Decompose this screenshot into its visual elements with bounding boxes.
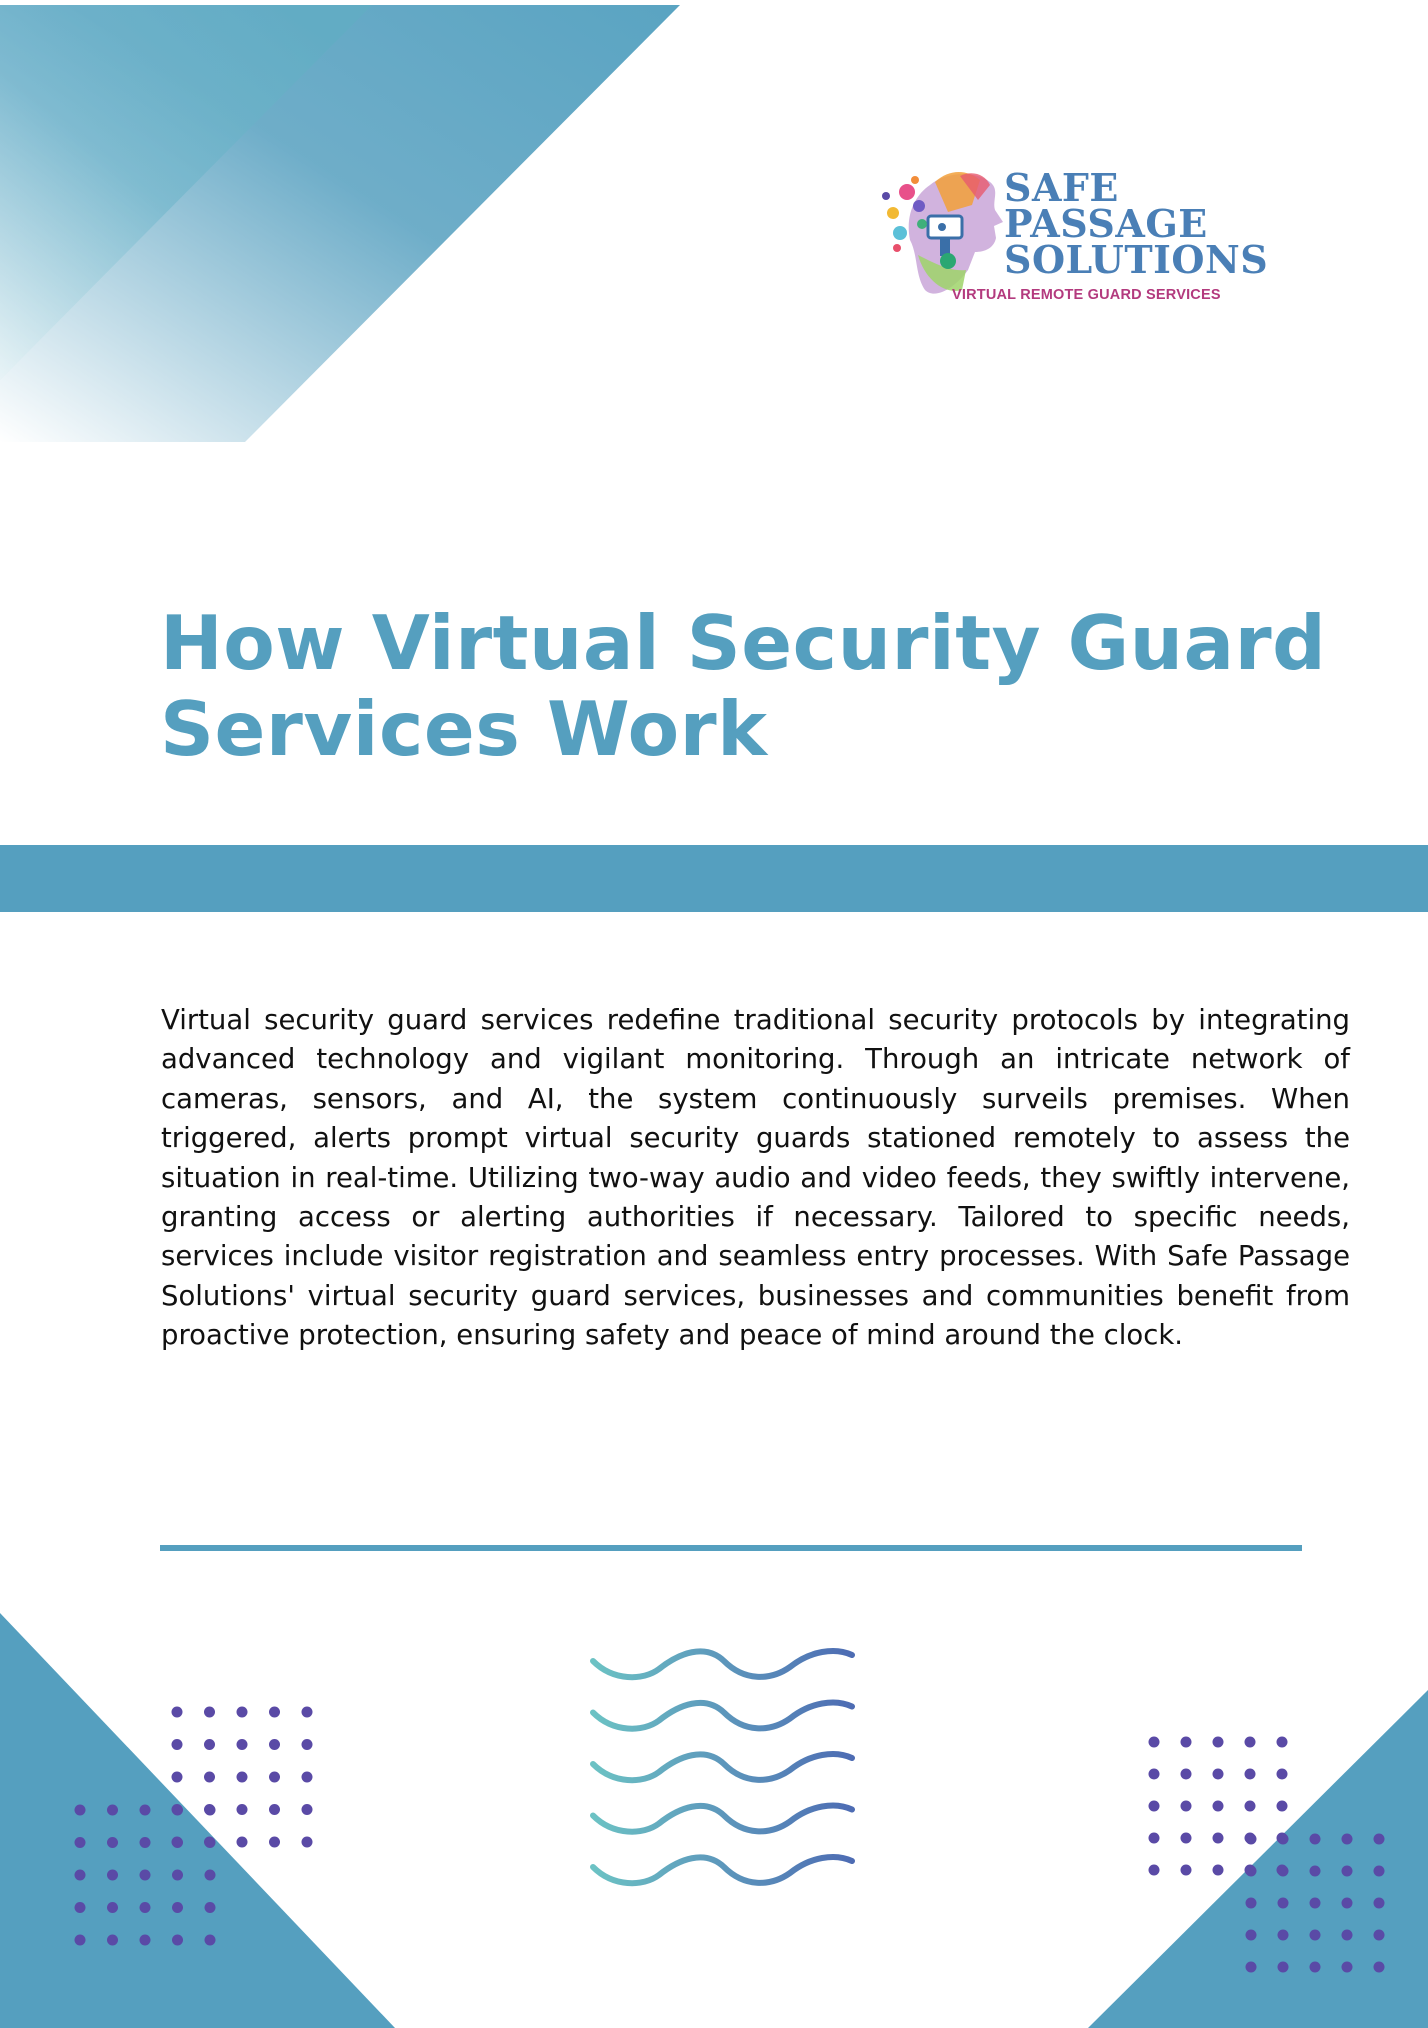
dot (1181, 1769, 1192, 1780)
dot (1213, 1865, 1224, 1876)
dot (1245, 1737, 1256, 1748)
dot (269, 1707, 280, 1718)
dot (1245, 1801, 1256, 1812)
wave-line (593, 1806, 852, 1832)
bottom-left-triangle (0, 1613, 395, 2028)
dot (172, 1739, 183, 1750)
dot (1374, 1866, 1385, 1877)
dot (205, 1837, 216, 1848)
dot (269, 1772, 280, 1783)
dot (1181, 1865, 1192, 1876)
dot (205, 1870, 216, 1881)
dot (1278, 1834, 1289, 1845)
dot (1342, 1898, 1353, 1909)
dot (75, 1870, 86, 1881)
dot (302, 1804, 313, 1815)
page-title (160, 600, 1340, 772)
dot (1310, 1962, 1321, 1973)
dot (1181, 1801, 1192, 1812)
dot (140, 1902, 151, 1913)
logo-line-1: SAFE (1004, 165, 1119, 210)
wave-line (593, 1703, 852, 1729)
dot (1245, 1769, 1256, 1780)
dot (204, 1707, 215, 1718)
dot (1278, 1898, 1289, 1909)
dot (1278, 1962, 1289, 1973)
dot (140, 1805, 151, 1816)
dot (1213, 1737, 1224, 1748)
dot (205, 1902, 216, 1913)
dot (1277, 1737, 1288, 1748)
logo-line-3: SOLUTIONS (1004, 237, 1269, 282)
logo-line-2: PASSAGE (1004, 201, 1208, 246)
dot (302, 1772, 313, 1783)
dot (237, 1739, 248, 1750)
dot (107, 1870, 118, 1881)
top-left-stripes (0, 5, 680, 442)
dot (172, 1772, 183, 1783)
dot (1213, 1833, 1224, 1844)
dot (172, 1935, 183, 1946)
dot (1149, 1865, 1160, 1876)
dot (140, 1935, 151, 1946)
divider-rule (160, 1545, 1302, 1551)
dot (269, 1804, 280, 1815)
dot (1277, 1769, 1288, 1780)
dot (302, 1707, 313, 1718)
logo-tagline: VIRTUAL REMOTE GUARD SERVICES (952, 287, 1221, 303)
title-line-2: Services Work (160, 685, 768, 773)
wave-line (593, 1857, 852, 1883)
dot (269, 1837, 280, 1848)
dot (1310, 1930, 1321, 1941)
dot (269, 1739, 280, 1750)
dot (172, 1707, 183, 1718)
dot (1181, 1833, 1192, 1844)
dot (1374, 1898, 1385, 1909)
dot (1149, 1769, 1160, 1780)
dot (107, 1837, 118, 1848)
dot (75, 1935, 86, 1946)
dot (1246, 1834, 1257, 1845)
dot (140, 1870, 151, 1881)
dot (140, 1837, 151, 1848)
dot (1149, 1737, 1160, 1748)
dot (237, 1837, 248, 1848)
dot (1374, 1930, 1385, 1941)
dot (172, 1805, 183, 1816)
dot (237, 1804, 248, 1815)
dot (75, 1902, 86, 1913)
dot (1149, 1801, 1160, 1812)
dot (1342, 1962, 1353, 1973)
dot (1246, 1898, 1257, 1909)
dot (205, 1935, 216, 1946)
dot (1246, 1962, 1257, 1973)
dot (1342, 1866, 1353, 1877)
dot (1181, 1737, 1192, 1748)
body-paragraph: Virtual security guard services redefine traditional security protocols by integrating advanced technology and vigilant monitoring. Through an intricate network of cameras, sensors, and AI, the system continuously surveils premises. When triggered, alerts prompt virtual security guards stationed remotely to assess the situation in real-time. Utilizing two-way audio and video feeds, they swiftly intervene, granting access or alerting authorities if necessary. Tailored to specific needs, services include visitor registration and seamless entry processes. With Safe Passage Solutions' virtual security guard services, businesses and communities benefit from proactive protection, ensuring safety and peace of mind around the clock. (161, 1004, 1350, 1352)
dot (1310, 1898, 1321, 1909)
dot (1246, 1866, 1257, 1877)
dot (1310, 1834, 1321, 1845)
wave-line (593, 1651, 852, 1677)
dot (1342, 1834, 1353, 1845)
dot (237, 1772, 248, 1783)
dot (172, 1837, 183, 1848)
dot (1374, 1962, 1385, 1973)
dot (1149, 1833, 1160, 1844)
dot (107, 1902, 118, 1913)
dot (75, 1805, 86, 1816)
dot (172, 1870, 183, 1881)
dot (107, 1805, 118, 1816)
dot (1213, 1801, 1224, 1812)
dot (107, 1935, 118, 1946)
logo-head-graphic (882, 172, 1003, 294)
bottom-right-triangle (1088, 1690, 1428, 2028)
dot (302, 1837, 313, 1848)
dot (1278, 1866, 1289, 1877)
wavy-lines (593, 1651, 852, 1883)
dot (204, 1772, 215, 1783)
dot (237, 1707, 248, 1718)
dot (1374, 1834, 1385, 1845)
title-line-1: How Virtual Security Guard (160, 599, 1327, 687)
wave-line (593, 1754, 852, 1780)
dot (302, 1739, 313, 1750)
dot (205, 1805, 216, 1816)
dot (1277, 1801, 1288, 1812)
accent-band (0, 845, 1428, 912)
dot (75, 1837, 86, 1848)
dot (1342, 1930, 1353, 1941)
dot (204, 1739, 215, 1750)
dot (1246, 1930, 1257, 1941)
dot (1213, 1769, 1224, 1780)
logo-wordmark (1004, 165, 1269, 282)
dot (172, 1902, 183, 1913)
dot (1278, 1930, 1289, 1941)
dot (1310, 1866, 1321, 1877)
